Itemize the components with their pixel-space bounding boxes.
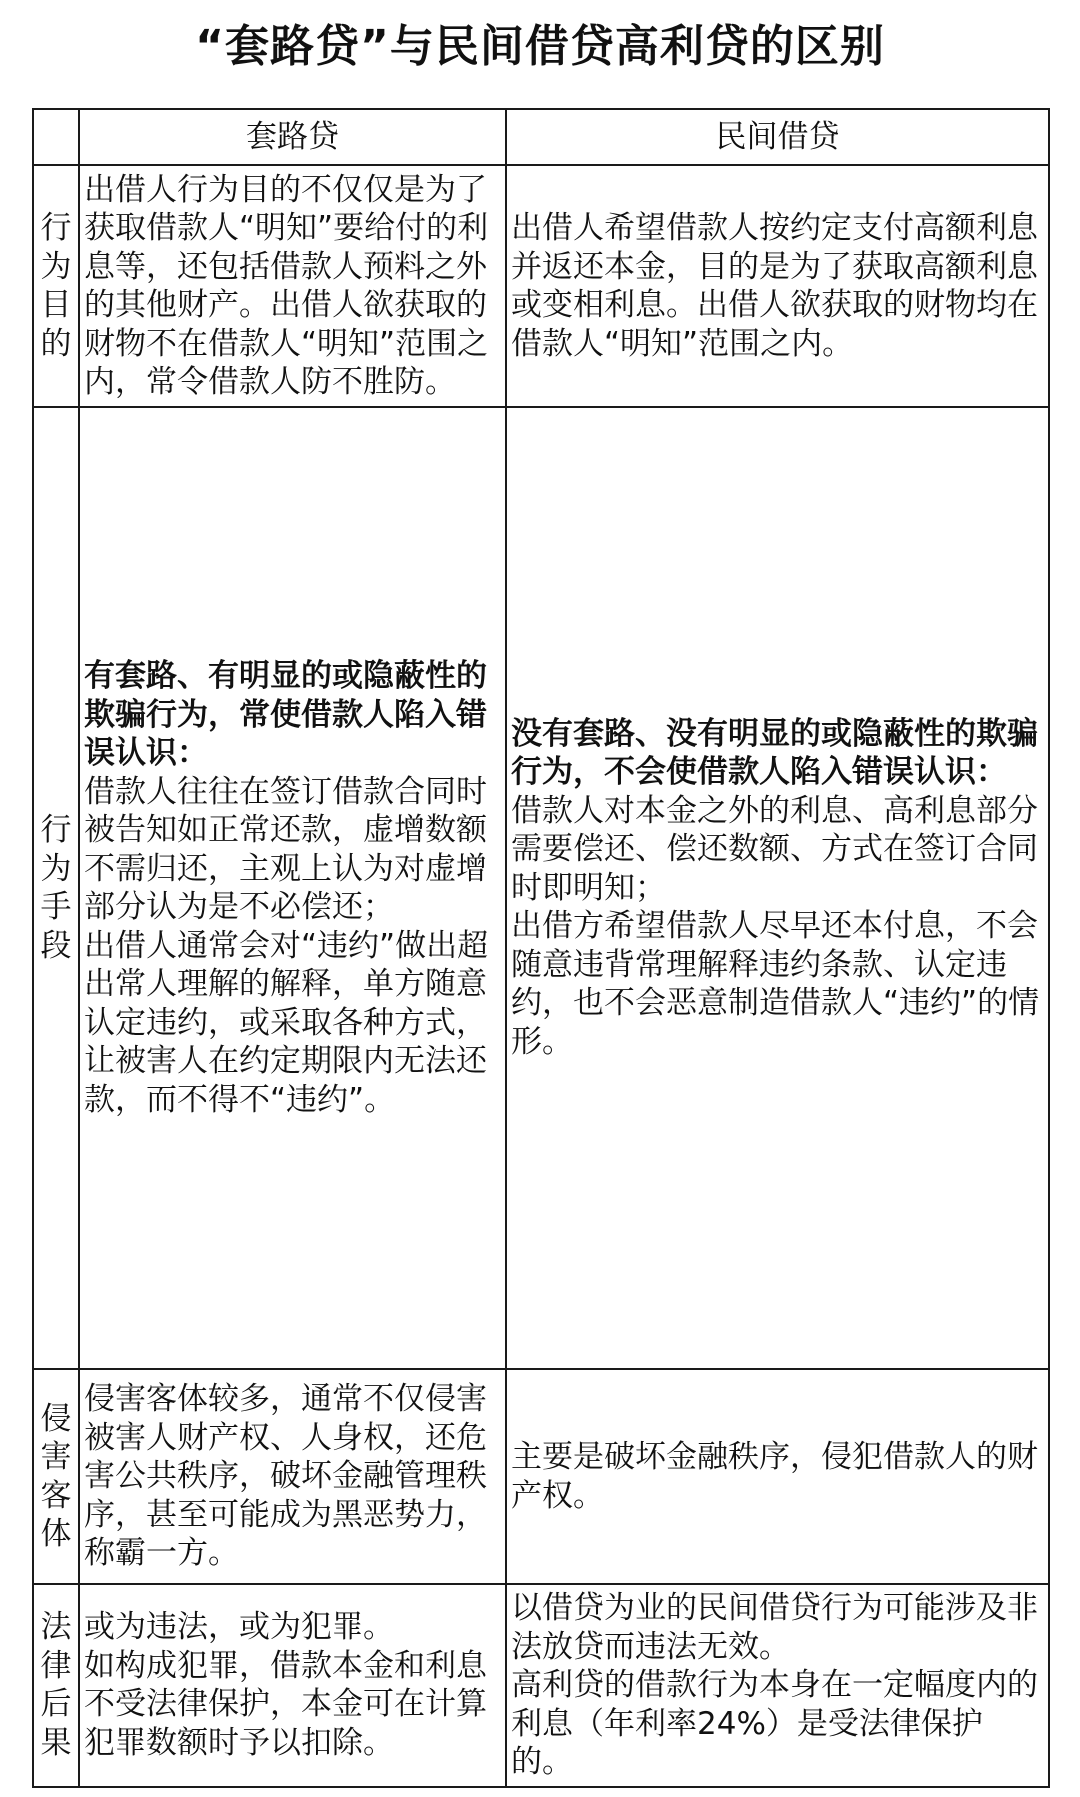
cell-text: 出借人行为目的不仅仅是为了获取借款人“明知”要给付的利息等，还包括借款人预料之外的其他财产。出借人欲获取的财物不在借款人“明知”范围之内，常令借款人防不胜防。 xyxy=(84,171,489,400)
row-label: 行为手段 xyxy=(33,407,79,1369)
taolu-cell xyxy=(79,407,506,1369)
cell-text: 出借人通常会对“违约”做出超出常人理解的解释，单方随意认定违约，或采取各种方式，让被害人在约定期限内无法还款，而不得不“违约”。 xyxy=(84,927,489,1118)
minjian-cell xyxy=(506,165,1049,407)
taolu-cell xyxy=(79,165,506,407)
cell-bold-text: 有套路、有明显的或隐蔽性的欺骗行为，常使借款人陷入错误认识： xyxy=(84,658,487,771)
taolu-cell xyxy=(79,1584,506,1787)
cell-text: 如构成犯罪，借款本金和利息不受法律保护，本金可在计算犯罪数额时予以扣除。 xyxy=(84,1647,487,1761)
comparison-table xyxy=(32,108,1050,1788)
table-row xyxy=(33,1369,1049,1584)
corner-cell xyxy=(33,109,79,165)
cell-text: 高利贷的借款行为本身在一定幅度内的利息（年利率24%）是受法律保护的。 xyxy=(511,1667,1038,1780)
page-title: “套路贷”与民间借贷高利贷的区别 xyxy=(195,21,885,72)
cell-text: 借款人往往在签订借款合同时被告知如正常还款，虚增数额不需归还，主观上认为对虚增部分认为是不必偿还； xyxy=(84,773,487,925)
minjian-cell xyxy=(506,1584,1049,1787)
table-row xyxy=(33,165,1049,407)
column-header-minjian: 民间借贷 xyxy=(506,109,1049,165)
cell-text: 主要是破坏金融秩序，侵犯借款人的财产权。 xyxy=(511,1439,1038,1514)
cell-text: 侵害客体较多，通常不仅侵害被害人财产权、人身权，还危害公共秩序，破坏金融管理秩序，甚至可能成为黑恶势力，称霸一方。 xyxy=(84,1381,487,1572)
cell-text: 出借人希望借款人按约定支付高额利息并返还本金，目的是为了获取高额利息或变相利息。出借人欲获取的财物均在借款人“明知”范围之内。 xyxy=(511,210,1038,362)
table-row xyxy=(33,407,1049,1369)
column-header-taolu: 套路贷 xyxy=(79,109,506,165)
cell-text: 或为违法，或为犯罪。 xyxy=(84,1609,394,1646)
row-label: 行为目的 xyxy=(33,165,79,407)
cell-text: 出借方希望借款人尽早还本付息，不会随意违背常理解释违约条款、认定违约，也不会恶意制造借款人“违约”的情形。 xyxy=(511,908,1040,1060)
minjian-cell xyxy=(506,1369,1049,1584)
cell-text: 借款人对本金之外的利息、高利息部分需要偿还、偿还数额、方式在签订合同时即明知； xyxy=(511,792,1038,906)
row-label: 法律后果 xyxy=(33,1584,79,1787)
cell-bold-text: 没有套路、没有明显的或隐蔽性的欺骗行为，不会使借款人陷入错误认识： xyxy=(511,715,1038,791)
cell-text: 以借贷为业的民间借贷行为可能涉及非法放贷而违法无效。 xyxy=(511,1590,1038,1665)
table-row xyxy=(33,1584,1049,1787)
row-label: 侵害客体 xyxy=(33,1369,79,1584)
minjian-cell xyxy=(506,407,1049,1369)
table-header-row xyxy=(33,109,1049,165)
taolu-cell xyxy=(79,1369,506,1584)
